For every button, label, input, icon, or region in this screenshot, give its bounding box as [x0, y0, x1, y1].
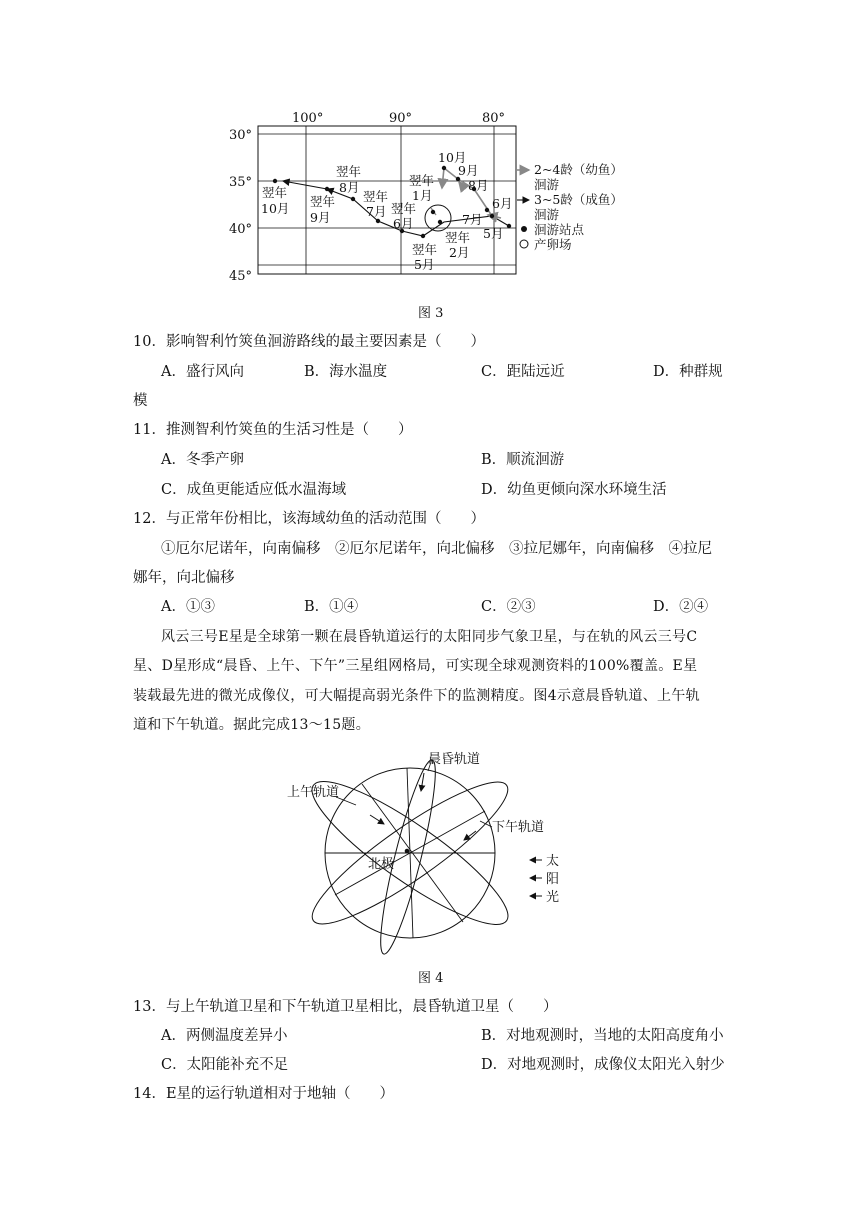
label-next-jun-2: 6月 [393, 216, 414, 231]
legend-adult: 3~5龄（成鱼） [534, 192, 623, 207]
label-oct: 10月 [438, 150, 467, 165]
q12-option-b: B．①④ [304, 599, 359, 615]
label-next-jul-1: 翌年 [363, 189, 389, 204]
q10-option-d: D．种群规 [653, 364, 723, 380]
afternoon-label: 下午轨道 [492, 820, 545, 835]
passage-line-4: 道和下午轨道。据此完成13～15题。 [133, 717, 371, 733]
spawning-ground [425, 205, 451, 231]
q12-stem: 12．与正常年份相比，该海域幼鱼的活动范围（ ） [133, 511, 485, 527]
q11-stem: 11．推测智利竹筴鱼的生活习性是（ ） [133, 422, 413, 438]
q13-option-c: C．太阳能补充不足 [161, 1057, 289, 1073]
lon-label-80: 80° [482, 111, 506, 126]
legend-adult-2: 洄游 [534, 207, 560, 222]
q12-option-a: A．①③ [161, 599, 215, 615]
lat-label-40: 40° [229, 222, 253, 237]
passage-line-2: 星、D星形成“晨昏、上午、下午”三星组网格局，可实现全球观测资料的100%覆盖。E星 [133, 658, 698, 674]
label-next-may-2: 5月 [414, 257, 435, 272]
q12-statements-line1: ①厄尔尼诺年，向南偏移 ②厄尔尼诺年，向北偏移 ③拉尼娜年，向南偏移 ④拉尼 [161, 541, 712, 557]
label-next-sep-2: 9月 [310, 210, 331, 225]
q10-stem: 10．影响智利竹筴鱼洄游路线的最主要因素是（ ） [133, 334, 485, 350]
q11-option-b: B．顺流洄游 [481, 452, 565, 468]
q13-option-b: B．对地观测时，当地的太阳高度角小 [481, 1028, 724, 1044]
q13-stem: 13．与上午轨道卫星和下午轨道卫星相比，晨昏轨道卫星（ ） [133, 999, 558, 1015]
q13-option-a: A．两侧温度差异小 [161, 1028, 288, 1044]
q10-option-a: A．盛行风向 [161, 364, 244, 380]
figure-3-legend [517, 162, 623, 252]
lon-label-100: 100° [292, 111, 324, 126]
q11-option-a: A．冬季产卵 [161, 452, 244, 468]
dawn-dusk-label: 晨昏轨道 [428, 752, 481, 767]
q11-option-d: D．幼鱼更倾向深水环境生活 [481, 482, 667, 498]
label-next-feb-1: 翌年 [445, 230, 471, 245]
label-next-jun-1: 翌年 [391, 201, 417, 216]
label-next-feb-2: 2月 [449, 245, 470, 260]
legend-juvenile-2: 洄游 [534, 177, 560, 192]
figure-3-map [226, 108, 656, 290]
label-sep: 9月 [458, 163, 479, 178]
morning-label: 上午轨道 [287, 785, 340, 800]
lon-label-90: 90° [389, 111, 413, 126]
legend-juvenile: 2~4龄（幼鱼） [534, 162, 623, 177]
label-aug: 8月 [468, 178, 489, 193]
sunlight-label-1: 太 [546, 854, 560, 869]
north-pole-label: 北极 [368, 857, 395, 872]
legend-spawn: 产卵场 [534, 237, 572, 252]
label-next-jul-2: 7月 [366, 204, 387, 219]
label-may: 5月 [483, 226, 504, 241]
label-next-may-1: 翌年 [412, 242, 438, 257]
lat-label-30: 30° [229, 128, 253, 143]
sunlight-label-2: 阳 [546, 872, 560, 887]
q11-option-c: C．成鱼更能适应低水温海域 [161, 482, 347, 498]
passage-line-3: 装载最先进的微光成像仪，可大幅提高弱光条件下的监测精度。图4示意晨昏轨道、上午轨 [133, 688, 700, 704]
figure-4-orbits [280, 745, 600, 965]
q10-option-d-cont: 模 [133, 393, 148, 409]
q10-option-c: C．距陆远近 [481, 364, 565, 380]
label-next-jan-2: 1月 [412, 188, 433, 203]
q12-option-c: C．②③ [481, 599, 536, 615]
q12-statements-line2: 娜年，向北偏移 [133, 570, 235, 586]
label-next-aug-1: 翌年 [336, 164, 362, 179]
passage-line-1: 风云三号E星是全球第一颗在晨昏轨道运行的太阳同步气象卫星，与在轨的风云三号C [161, 629, 698, 645]
label-jun: 6月 [492, 196, 513, 211]
label-jul: 7月 [462, 212, 483, 227]
q12-option-d: D．②④ [653, 599, 709, 615]
label-next-oct-2: 10月 [261, 201, 290, 216]
label-next-sep-1: 翌年 [310, 194, 336, 209]
lat-label-45: 45° [229, 269, 253, 284]
sunlight-arrows [530, 860, 542, 896]
lat-label-35: 35° [229, 175, 253, 190]
label-next-oct-1: 翌年 [262, 185, 288, 200]
figure-4-caption: 图 4 [418, 971, 444, 986]
legend-station: 洄游站点 [534, 222, 585, 237]
label-next-jan-1: 翌年 [409, 173, 435, 188]
q10-option-b: B．海水温度 [304, 364, 388, 380]
label-next-aug-2: 8月 [339, 180, 360, 195]
sunlight-label-3: 光 [546, 890, 560, 905]
q14-stem: 14．E星的运行轨道相对于地轴（ ） [133, 1086, 395, 1102]
figure-3-caption: 图 3 [418, 306, 444, 321]
q13-option-d: D．对地观测时，成像仪太阳光入射少 [481, 1057, 725, 1073]
